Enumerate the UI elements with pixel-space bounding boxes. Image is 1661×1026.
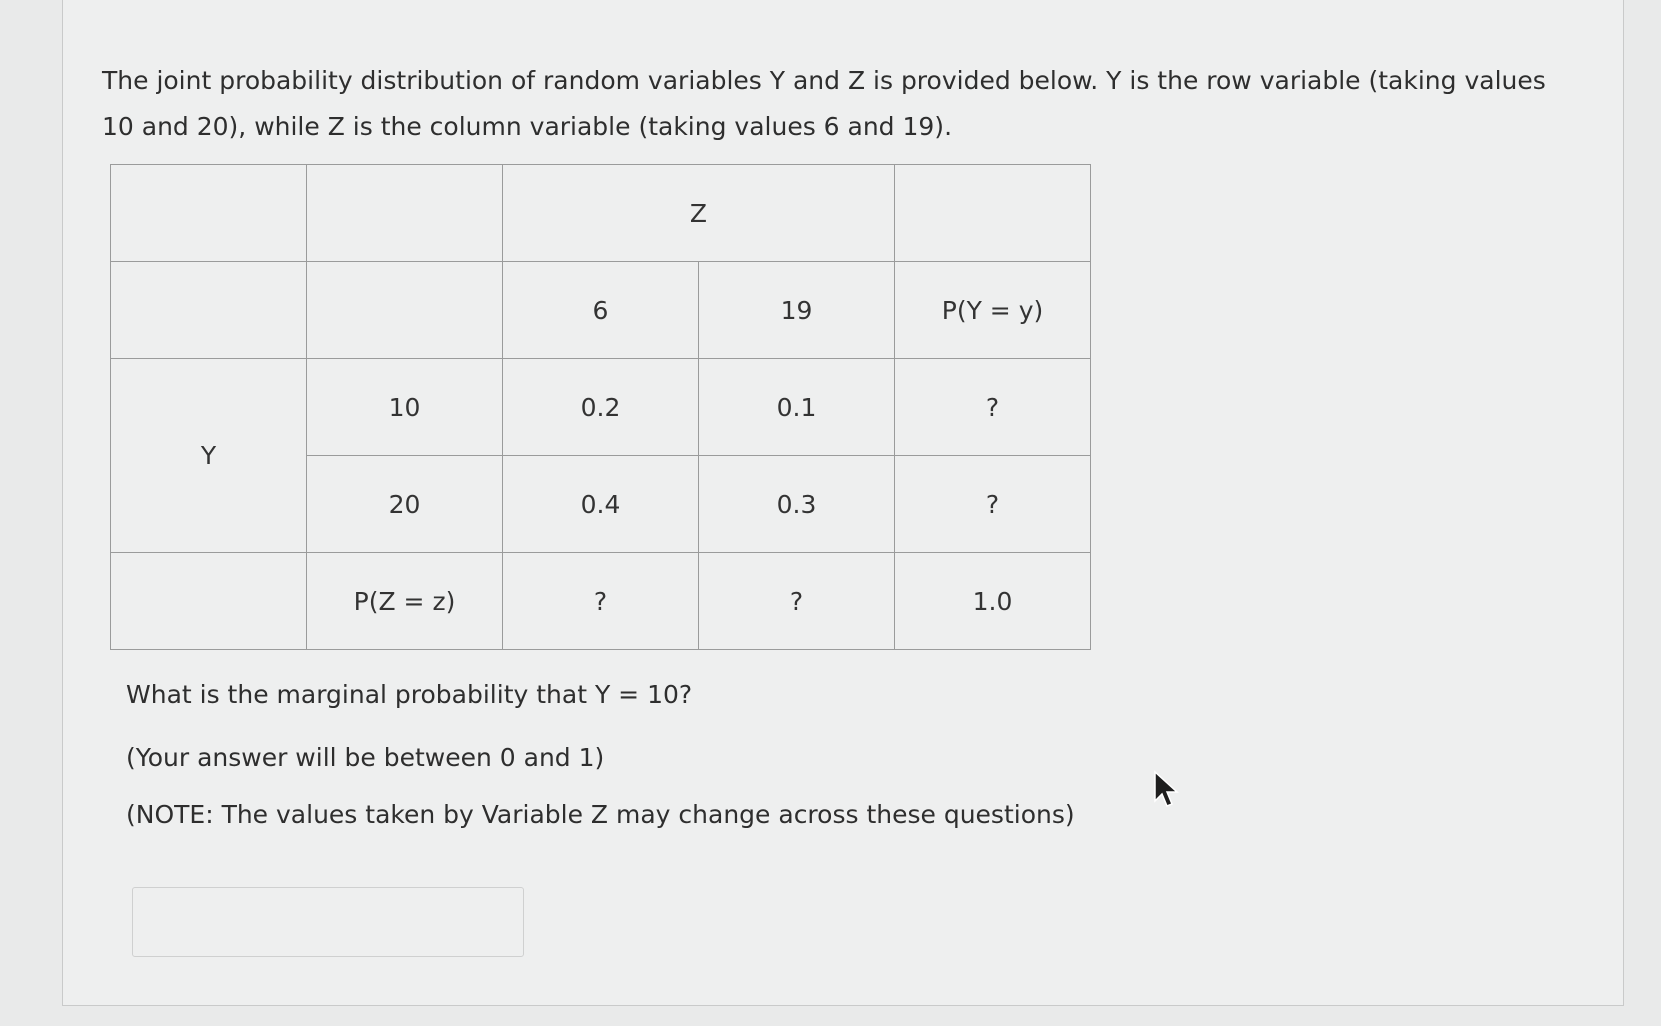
- answer-hint: (Your answer will be between 0 and 1): [126, 743, 605, 772]
- question-prompt: What is the marginal probability that Y = 10?: [126, 680, 693, 709]
- z-value-header: 19: [699, 262, 895, 359]
- empty-cell: [895, 165, 1091, 262]
- marginal-z-cell: ?: [503, 553, 699, 650]
- marginal-z-label: P(Z = z): [307, 553, 503, 650]
- empty-cell: [111, 165, 307, 262]
- empty-cell: [111, 262, 307, 359]
- joint-prob-cell: 0.3: [699, 456, 895, 553]
- marginal-y-cell: ?: [895, 359, 1091, 456]
- marginal-y-header: P(Y = y): [895, 262, 1091, 359]
- joint-prob-cell: 0.1: [699, 359, 895, 456]
- y-value-label: 10: [307, 359, 503, 456]
- table-row: [111, 553, 1091, 650]
- z-value-header: 6: [503, 262, 699, 359]
- z-variable-header: Z: [503, 165, 895, 262]
- empty-cell: [307, 262, 503, 359]
- joint-prob-cell: 0.4: [503, 456, 699, 553]
- table-row: [111, 262, 1091, 359]
- joint-distribution-table: [110, 164, 1091, 650]
- empty-cell: [307, 165, 503, 262]
- table-row: [111, 359, 1091, 456]
- table-row: [111, 165, 1091, 262]
- marginal-z-cell: ?: [699, 553, 895, 650]
- empty-cell: [111, 553, 307, 650]
- question-intro: The joint probability distribution of random variables Y and Z is provided below. Y is the row variable (taking values 10 and 20), while Z is the column variable (taking values 6 and 19).: [102, 66, 1546, 141]
- mouse-pointer-icon: [1152, 770, 1182, 810]
- y-variable-header: Y: [111, 359, 307, 553]
- y-value-label: 20: [307, 456, 503, 553]
- question-note: (NOTE: The values taken by Variable Z may change across these questions): [126, 800, 1075, 829]
- marginal-y-cell: ?: [895, 456, 1091, 553]
- answer-input[interactable]: [132, 887, 524, 957]
- joint-prob-cell: 0.2: [503, 359, 699, 456]
- total-cell: 1.0: [895, 553, 1091, 650]
